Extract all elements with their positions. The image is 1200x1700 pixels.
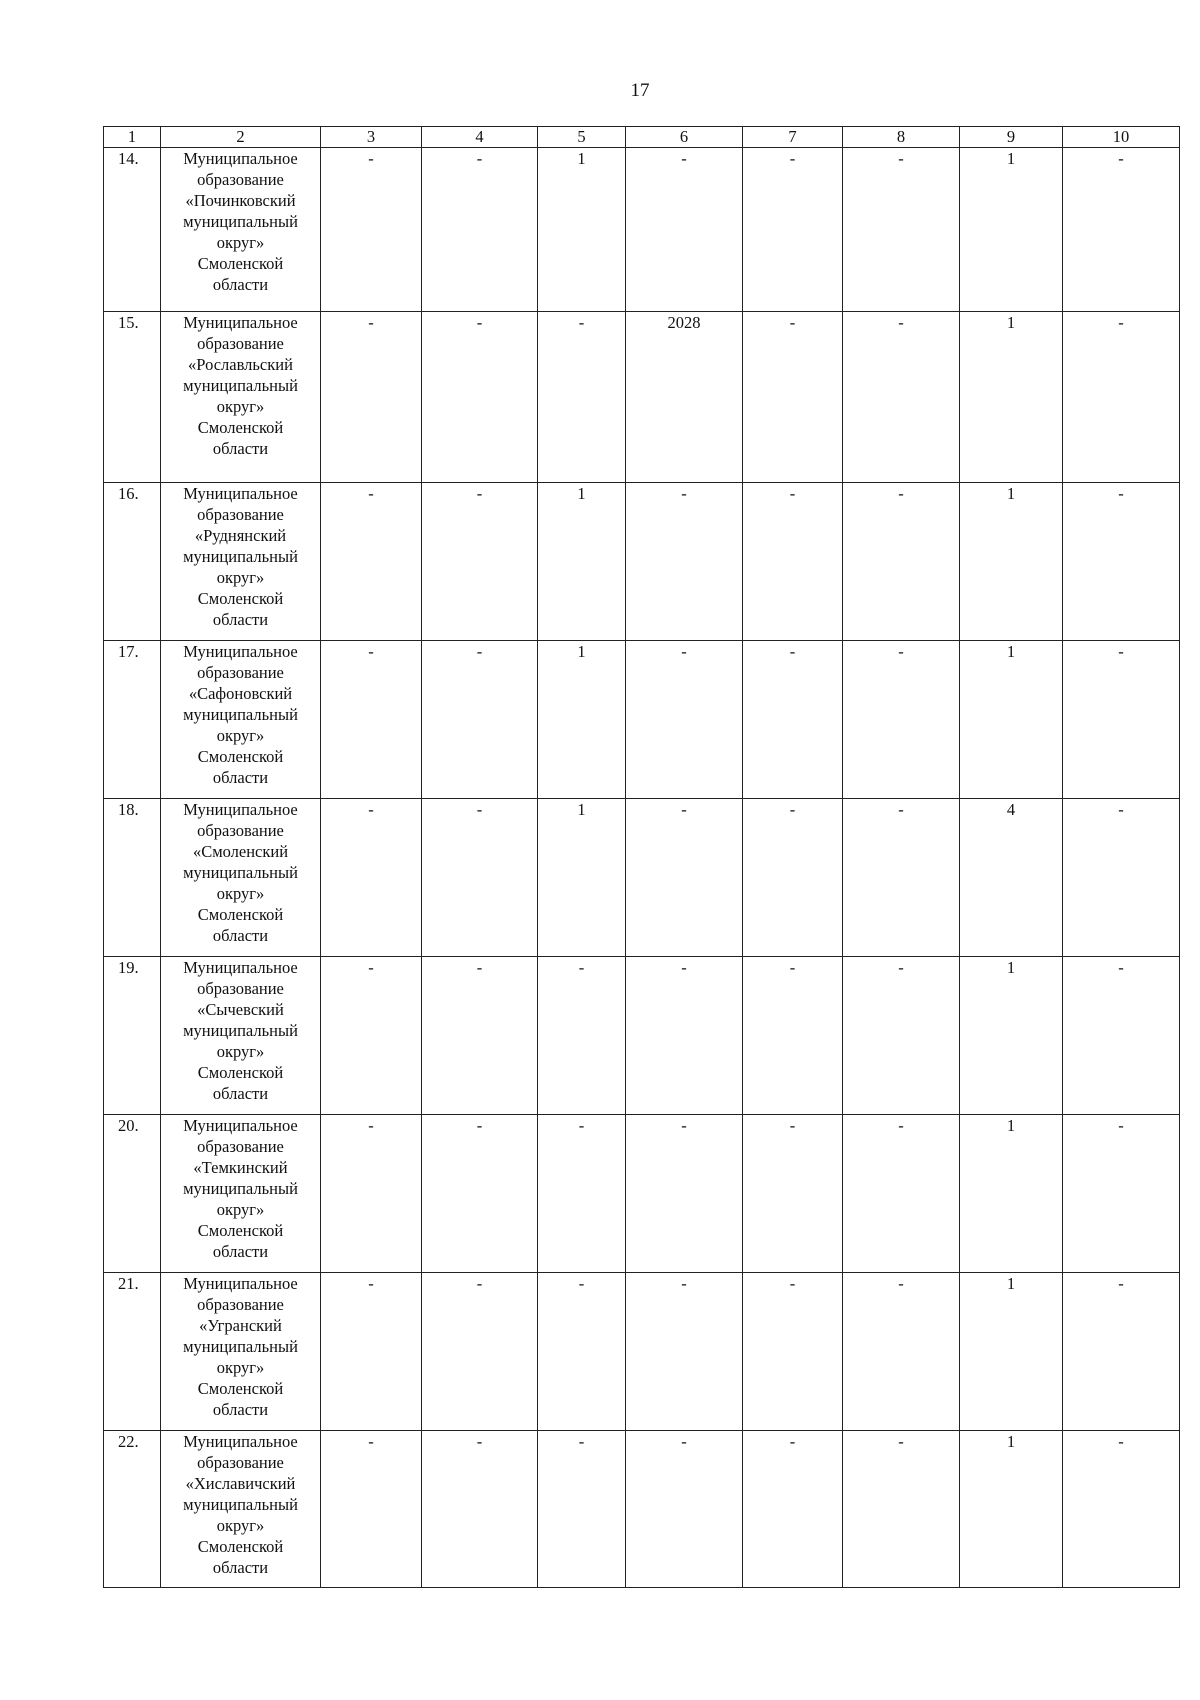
municipality-name-line: области [212, 1400, 269, 1419]
value-cell-col-7: - [743, 799, 843, 957]
municipality-name-line: области [212, 768, 269, 787]
column-header-10: 10 [1063, 127, 1180, 148]
value-cell-col-5: 1 [538, 799, 626, 957]
municipality-name-line: муниципальный [183, 705, 298, 724]
municipality-name-line: области [212, 439, 269, 458]
municipality-name-line: муниципальный [183, 1179, 298, 1198]
value-cell-col-4: - [422, 312, 538, 483]
header-row [104, 127, 1180, 148]
table-row [104, 1431, 1180, 1588]
value-cell-col-3: - [321, 1273, 422, 1431]
municipality-name-line: «Сычевский [197, 1000, 284, 1019]
municipality-name-line: «Сафоновский [188, 684, 293, 703]
municipality-name [161, 641, 321, 799]
value-cell-col-9: 1 [960, 312, 1063, 483]
municipality-name [161, 312, 321, 483]
municipality-name [161, 957, 321, 1115]
municipality-name [161, 1115, 321, 1273]
municipality-name-line: Смоленской [197, 418, 284, 437]
row-number: 16. [104, 483, 161, 641]
municipality-name-line: «Хиславичский [185, 1474, 296, 1493]
municipality-name-line: муниципальный [183, 1495, 298, 1514]
row-number: 17. [104, 641, 161, 799]
value-cell-col-6: - [626, 957, 743, 1115]
municipality-name-line: округ» [216, 568, 265, 587]
column-header-4: 4 [422, 127, 538, 148]
value-cell-col-5: - [538, 312, 626, 483]
value-cell-col-3: - [321, 312, 422, 483]
column-header-5: 5 [538, 127, 626, 148]
row-number: 19. [104, 957, 161, 1115]
municipality-name-line: области [212, 275, 269, 294]
municipality-name-line: округ» [216, 1200, 265, 1219]
municipality-name-line: области [212, 610, 269, 629]
value-cell-col-8: - [843, 799, 960, 957]
municipality-name-line: Муниципальное [183, 1116, 298, 1135]
value-cell-col-8: - [843, 312, 960, 483]
value-cell-col-3: - [321, 799, 422, 957]
municipality-name-line: муниципальный [183, 376, 298, 395]
municipality-name-line: муниципальный [183, 1337, 298, 1356]
municipality-name-line: области [212, 926, 269, 945]
value-cell-col-10: - [1063, 799, 1180, 957]
value-cell-col-8: - [843, 148, 960, 312]
municipality-name [161, 1431, 321, 1588]
municipality-name [161, 483, 321, 641]
value-cell-col-4: - [422, 957, 538, 1115]
municipality-name-line: образование [197, 170, 284, 189]
municipality-name-line: образование [197, 979, 284, 998]
value-cell-col-10: - [1063, 148, 1180, 312]
municipality-name-line: муниципальный [183, 212, 298, 231]
value-cell-col-10: - [1063, 1431, 1180, 1588]
municipality-name-line: Смоленской [197, 1379, 284, 1398]
value-cell-col-8: - [843, 483, 960, 641]
table-row [104, 483, 1180, 641]
municipality-name-line: «Смоленский [192, 842, 289, 861]
table-row [104, 148, 1180, 312]
municipality-name-line: муниципальный [183, 863, 298, 882]
value-cell-col-8: - [843, 1431, 960, 1588]
municipality-name-line: Муниципальное [183, 958, 298, 977]
municipality-name-line: округ» [216, 884, 265, 903]
value-cell-col-8: - [843, 1273, 960, 1431]
value-cell-col-5: 1 [538, 483, 626, 641]
value-cell-col-5: - [538, 1273, 626, 1431]
municipality-name-line: муниципальный [183, 547, 298, 566]
value-cell-col-3: - [321, 1431, 422, 1588]
value-cell-col-6: - [626, 1431, 743, 1588]
value-cell-col-9: 1 [960, 148, 1063, 312]
table-header [104, 127, 1180, 148]
municipality-name-line: Смоленской [197, 1537, 284, 1556]
column-header-8: 8 [843, 127, 960, 148]
row-number: 22. [104, 1431, 161, 1588]
value-cell-col-6: - [626, 1273, 743, 1431]
value-cell-col-6: - [626, 799, 743, 957]
value-cell-col-8: - [843, 641, 960, 799]
municipality-name-line: Муниципальное [183, 484, 298, 503]
value-cell-col-5: 1 [538, 641, 626, 799]
value-cell-col-9: 1 [960, 957, 1063, 1115]
municipality-name-line: области [212, 1242, 269, 1261]
page-number: 17 [630, 80, 650, 101]
municipality-name-line: округ» [216, 397, 265, 416]
municipality-name-line: образование [197, 505, 284, 524]
municipality-name-line: «Починковский [185, 191, 296, 210]
municipality-name-line: образование [197, 821, 284, 840]
value-cell-col-5: - [538, 1431, 626, 1588]
value-cell-col-10: - [1063, 957, 1180, 1115]
column-header-9: 9 [960, 127, 1063, 148]
municipality-name-line: образование [197, 1453, 284, 1472]
row-number: 20. [104, 1115, 161, 1273]
value-cell-col-4: - [422, 799, 538, 957]
row-number: 21. [104, 1273, 161, 1431]
value-cell-col-8: - [843, 957, 960, 1115]
table-row [104, 312, 1180, 483]
value-cell-col-4: - [422, 1273, 538, 1431]
value-cell-col-10: - [1063, 1273, 1180, 1431]
municipality-name-line: «Темкинский [193, 1158, 288, 1177]
value-cell-col-7: - [743, 641, 843, 799]
value-cell-col-3: - [321, 483, 422, 641]
municipality-name-line: «Угранский [199, 1316, 282, 1335]
municipality-name [161, 799, 321, 957]
column-header-2: 2 [161, 127, 321, 148]
municipality-name-line: округ» [216, 233, 265, 252]
table-row [104, 641, 1180, 799]
value-cell-col-9: 1 [960, 483, 1063, 641]
municipality-name-line: области [212, 1558, 269, 1577]
value-cell-col-5: 1 [538, 148, 626, 312]
municipality-name-line: округ» [216, 1358, 265, 1377]
municipality-name [161, 1273, 321, 1431]
municipality-name [161, 148, 321, 312]
municipality-name-line: «Рославльский [188, 355, 293, 374]
value-cell-col-9: 4 [960, 799, 1063, 957]
value-cell-col-7: - [743, 1431, 843, 1588]
value-cell-col-9: 1 [960, 1273, 1063, 1431]
column-header-6: 6 [626, 127, 743, 148]
municipality-name-line: Смоленской [197, 747, 284, 766]
municipality-name-line: образование [197, 1137, 284, 1156]
table-row [104, 1115, 1180, 1273]
municipality-name-line: Муниципальное [183, 1274, 298, 1293]
municipality-name-line: образование [197, 334, 284, 353]
table-row [104, 957, 1180, 1115]
value-cell-col-5: - [538, 1115, 626, 1273]
value-cell-col-6: - [626, 1115, 743, 1273]
municipality-name-line: Муниципальное [183, 800, 298, 819]
value-cell-col-9: 1 [960, 1115, 1063, 1273]
municipality-name-line: Муниципальное [183, 149, 298, 168]
value-cell-col-5: - [538, 957, 626, 1115]
municipality-name-line: Муниципальное [183, 642, 298, 661]
value-cell-col-10: - [1063, 641, 1180, 799]
municipality-name-line: округ» [216, 1516, 265, 1535]
municipality-name-line: области [212, 1084, 269, 1103]
municipality-name-line: округ» [216, 726, 265, 745]
municipality-name-line: образование [197, 663, 284, 682]
municipality-name-line: образование [197, 1295, 284, 1314]
value-cell-col-6: 2028 [626, 312, 743, 483]
row-number: 18. [104, 799, 161, 957]
value-cell-col-4: - [422, 483, 538, 641]
value-cell-col-7: - [743, 1273, 843, 1431]
value-cell-col-9: 1 [960, 1431, 1063, 1588]
value-cell-col-7: - [743, 148, 843, 312]
municipality-name-line: Смоленской [197, 589, 284, 608]
municipality-name-line: муниципальный [183, 1021, 298, 1040]
value-cell-col-8: - [843, 1115, 960, 1273]
municipality-name-line: Смоленской [197, 1221, 284, 1240]
municipality-name-line: Муниципальное [183, 313, 298, 332]
value-cell-col-9: 1 [960, 641, 1063, 799]
value-cell-col-3: - [321, 148, 422, 312]
value-cell-col-4: - [422, 148, 538, 312]
municipality-name-line: округ» [216, 1042, 265, 1061]
value-cell-col-6: - [626, 483, 743, 641]
column-header-3: 3 [321, 127, 422, 148]
municipality-name-line: Смоленской [197, 254, 284, 273]
value-cell-col-3: - [321, 1115, 422, 1273]
value-cell-col-10: - [1063, 312, 1180, 483]
table-row [104, 1273, 1180, 1431]
value-cell-col-7: - [743, 312, 843, 483]
value-cell-col-6: - [626, 148, 743, 312]
municipality-name-line: «Руднянский [194, 526, 287, 545]
row-number: 15. [104, 312, 161, 483]
column-header-1: 1 [104, 127, 161, 148]
municipal-table [103, 126, 1180, 1588]
value-cell-col-4: - [422, 641, 538, 799]
value-cell-col-7: - [743, 957, 843, 1115]
value-cell-col-10: - [1063, 483, 1180, 641]
value-cell-col-4: - [422, 1115, 538, 1273]
value-cell-col-10: - [1063, 1115, 1180, 1273]
municipality-name-line: Смоленской [197, 905, 284, 924]
table-row [104, 799, 1180, 957]
municipality-name-line: Муниципальное [183, 1432, 298, 1451]
value-cell-col-7: - [743, 483, 843, 641]
value-cell-col-6: - [626, 641, 743, 799]
table-body [104, 148, 1180, 1588]
value-cell-col-7: - [743, 1115, 843, 1273]
value-cell-col-3: - [321, 641, 422, 799]
row-number: 14. [104, 148, 161, 312]
value-cell-col-3: - [321, 957, 422, 1115]
column-header-7: 7 [743, 127, 843, 148]
municipality-name-line: Смоленской [197, 1063, 284, 1082]
value-cell-col-4: - [422, 1431, 538, 1588]
